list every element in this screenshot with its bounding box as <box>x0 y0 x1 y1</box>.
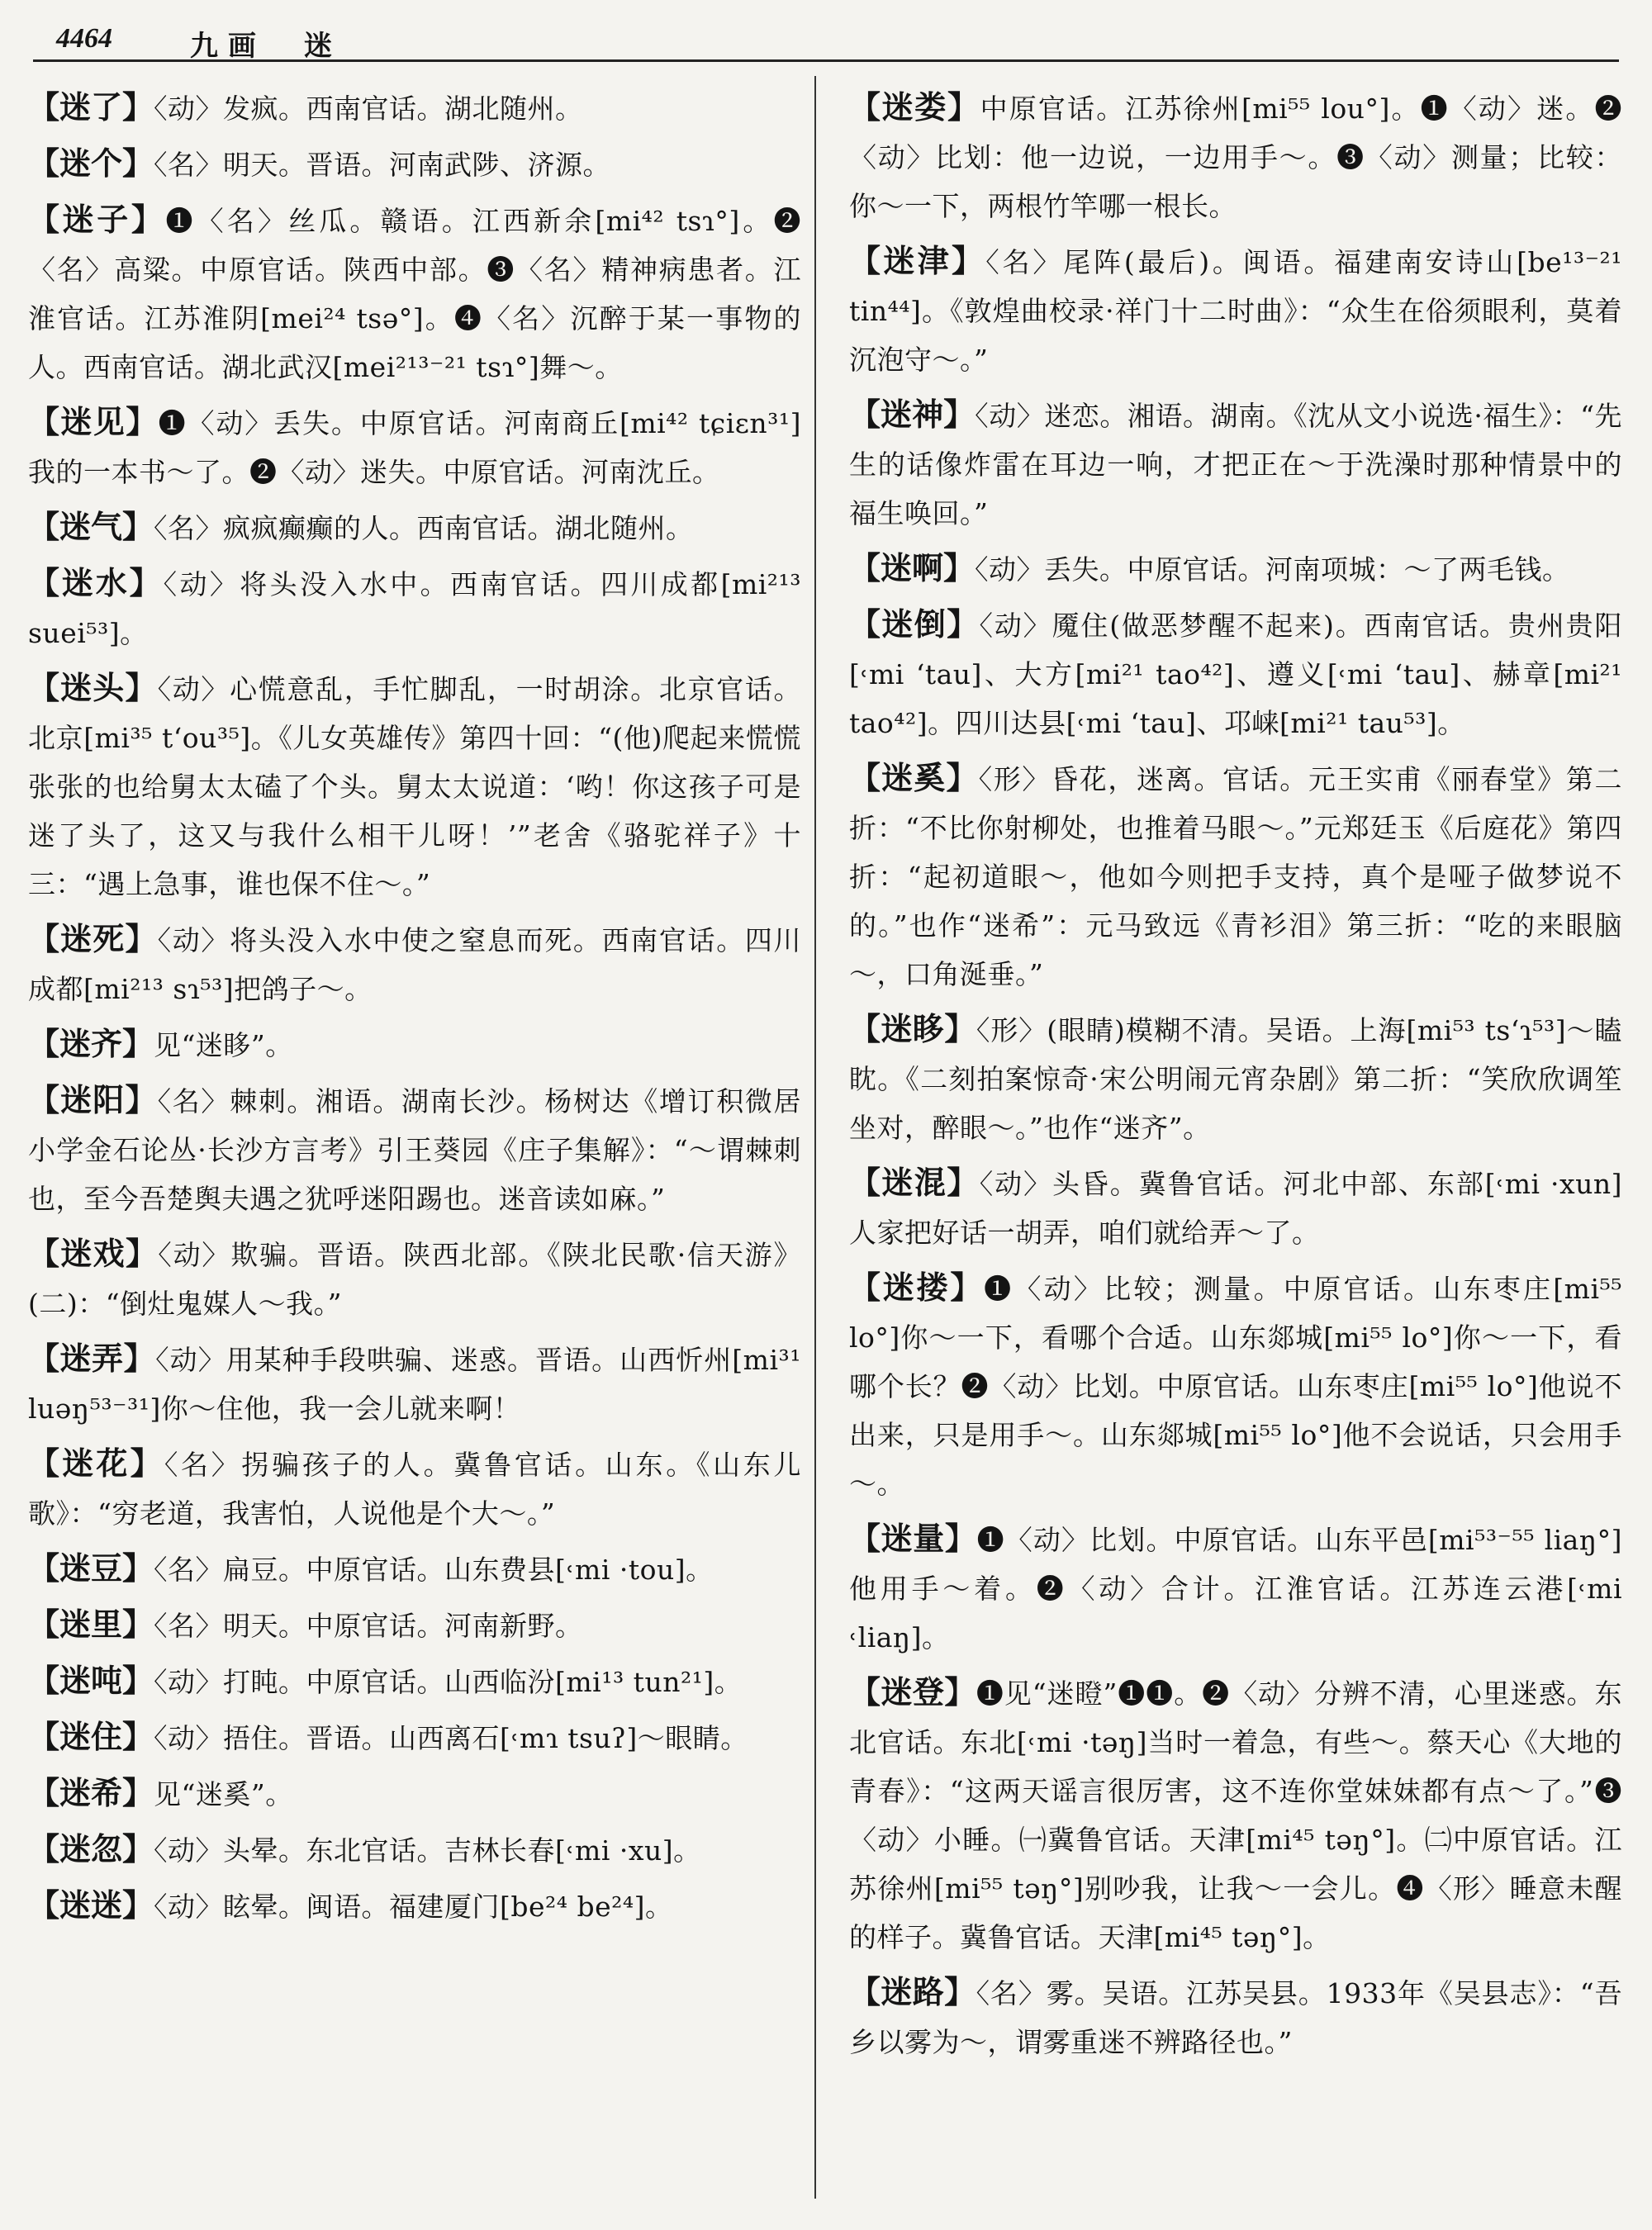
entry-headword: 【迷路】 <box>849 1973 976 2010</box>
left-column <box>28 83 801 1937</box>
right-column <box>849 83 1622 2072</box>
entry <box>28 1600 801 1650</box>
entry-headword: 【迷住】 <box>28 1718 154 1755</box>
entry-definition: 〈动〉打盹。中原官话。山西临汾[mi¹³ tun²¹]。 <box>154 1666 743 1698</box>
entry-headword: 【迷水】 <box>28 564 164 601</box>
entry <box>849 753 1622 999</box>
entry-definition: 〈动〉迷恋。湘语。湖南。《沈从文小说选·福生》：“先生的话像炸雷在耳边一响，才把正在～于洗澡时那种情景中的福生唤回。” <box>849 400 1622 529</box>
entry-definition: 〈名〉明天。中原官话。河南新野。 <box>154 1610 583 1642</box>
entry <box>28 1824 801 1875</box>
entry-definition: ❶〈动〉比较；测量。中原官话。山东枣庄[mi⁵⁵ lo°]你～一下，看哪个合适。山东郯城[mi⁵⁵ lo°]你～一下，看哪个长？❷〈动〉比划。中原官话。山东枣庄[mi⁵⁵ lo°]他说不出来，只是用手～。山东郯城[mi⁵⁵ lo°]他不会说话，只会用手～。 <box>849 1273 1622 1500</box>
entry-definition: 〈名〉疯疯癫癫的人。西南官话。湖北随州。 <box>154 512 694 544</box>
entry-definition: ❶见“迷瞪”❶❶。❷〈动〉分辨不清，心里迷惑。东北官话。东北[˓mi ·təŋ]当时一着急，有些～。蔡天心《大地的青春》：“这两天谣言很厉害，这不连你堂妹妹都有点～了。”❸〈动〉小睡。㈠冀鲁官话。天津[mi⁴⁵ təŋ°]。㈡中原官话。江苏徐州[mi⁵⁵ təŋ°]别吵我，让我～一会儿。❹〈形〉睡意未醒的样子。冀鲁官话。天津[mi⁴⁵ təŋ°]。 <box>849 1677 1622 1953</box>
entry-headword: 【迷死】 <box>28 920 158 957</box>
column-divider <box>814 76 816 2199</box>
entry-definition: 〈动〉魇住(做恶梦醒不起来)。西南官话。贵州贵阳[˓mi ʻtau]、大方[mi²¹ tao⁴²]、遵义[˓mi ʻtau]、赫章[mi²¹ tao⁴²]。四川达县[˓mi ʻtau]、邛崃[mi²¹ tau⁵³]。 <box>849 610 1622 739</box>
entry <box>28 1544 801 1594</box>
entry <box>28 195 801 391</box>
entry-headword: 【迷弄】 <box>28 1340 156 1377</box>
entry-definition: 〈动〉欺骗。晋语。陕西北部。《陕北民歌·信天游》(二)：“倒灶鬼媒人～我。” <box>28 1239 801 1320</box>
entry-definition: 〈形〉(眼睛)模糊不清。吴语。上海[mi⁵³ tsʻɿ⁵³]～瞌眈。《二刻拍案惊奇·宋公明闹元宵杂剧》第二折：“笑欣欣调笙坐对，醉眼～。”也作“迷齐”。 <box>849 1014 1622 1144</box>
entry <box>849 1004 1622 1152</box>
entry <box>28 83 801 133</box>
entry-headword: 【迷了】 <box>28 88 154 126</box>
entry <box>849 1967 1622 2066</box>
entry <box>849 236 1622 384</box>
entry <box>849 600 1622 747</box>
entry <box>849 390 1622 538</box>
entry-definition: 〈名〉雾。吴语。江苏吴县。1933年《吴县志》：“吾乡以雾为～，谓雾重迷不辨路径也。” <box>849 1977 1622 2058</box>
entry-headword: 【迷搂】 <box>849 1269 985 1306</box>
entry-definition: 〈动〉头昏。冀鲁官话。河北中部、东部[˓mi ·xun]人家把好话一胡弄，咱们就给弄～了。 <box>849 1168 1622 1249</box>
entry-headword: 【迷见】 <box>28 403 159 440</box>
entry-headword: 【迷倒】 <box>849 605 980 643</box>
entry <box>849 543 1622 594</box>
page-number: 4464 <box>56 23 112 54</box>
entry <box>849 1514 1622 1662</box>
entry-headword: 【迷迷】 <box>28 1886 154 1924</box>
entry-definition: 〈动〉眩晕。闽语。福建厦门[be²⁴ be²⁴]。 <box>154 1891 673 1923</box>
entry-headword: 【迷量】 <box>849 1520 977 1557</box>
entry <box>28 1881 801 1931</box>
entry <box>28 1229 801 1328</box>
entry-headword: 【迷津】 <box>849 242 986 279</box>
entry-definition: 〈名〉尾阵(最后)。闽语。福建南安诗山[be¹³⁻²¹ tin⁴⁴]。《敦煌曲校录·祥门十二时曲》：“众生在俗须眼利，莫着沉泡守～。” <box>849 246 1622 376</box>
entry-definition: 〈动〉将头没入水中。西南官话。四川成都[mi²¹³ suei⁵³]。 <box>28 568 801 649</box>
entry <box>28 1075 801 1223</box>
entry-headword: 【迷忽】 <box>28 1830 154 1867</box>
entry-definition: 〈形〉昏花，迷离。官话。元王实甫《丽春堂》第二折：“不比你射柳处，也推着马眼～。”元郑廷玉《后庭花》第四折：“起初道眼～，他如今则把手支持，真个是哑子做梦说不的。”也作“迷希”：元马致远《青衫泪》第三折：“吃的来眼脑～，口角涎垂。” <box>849 763 1622 990</box>
entry-headword: 【迷里】 <box>28 1606 154 1643</box>
entry-definition: 中原官话。江苏徐州[mi⁵⁵ lou°]。❶〈动〉迷。❷〈动〉比划：他一边说，一边用手～。❸〈动〉测量；比较：你～一下，两根竹竿哪一根长。 <box>849 93 1622 222</box>
entry-headword: 【迷神】 <box>849 396 976 433</box>
entry <box>849 1668 1622 1962</box>
entry-headword: 【迷混】 <box>849 1164 980 1201</box>
entry-headword: 【迷眵】 <box>849 1010 976 1047</box>
entry-definition: 〈动〉捂住。晋语。山西离石[˓mɿ tsuʔ]～眼睛。 <box>154 1722 748 1754</box>
entry <box>28 663 801 909</box>
entry <box>28 1019 801 1070</box>
entry <box>28 1334 801 1433</box>
entry <box>28 1656 801 1706</box>
entry <box>28 502 801 553</box>
entry <box>849 1263 1622 1508</box>
page-header <box>33 18 1619 62</box>
entry-definition: 〈动〉丢失。中原官话。河南项城：～了两毛钱。 <box>975 553 1570 586</box>
entry-headword: 【迷豆】 <box>28 1549 154 1587</box>
entry <box>28 558 801 657</box>
entry-headword: 【迷气】 <box>28 508 154 545</box>
entry-headword: 【迷阳】 <box>28 1081 158 1118</box>
entry-definition: 〈名〉拐骗孩子的人。冀鲁官话。山东。《山东儿歌》：“穷老道，我害怕，人说他是个大～。” <box>28 1449 801 1530</box>
entry <box>28 139 801 189</box>
entry-headword: 【迷啊】 <box>849 549 976 586</box>
entry-definition: 〈名〉明天。晋语。河南武陟、济源。 <box>154 149 611 181</box>
entry-definition: 〈动〉将头没入水中使之窒息而死。西南官话。四川成都[mi²¹³ sɿ⁵³]把鸽子～。 <box>28 924 801 1005</box>
entry-definition: 〈动〉头晕。东北官话。吉林长春[˓mi ·xu]。 <box>154 1834 701 1867</box>
entry-definition: ❶〈动〉丢失。中原官话。河南商丘[mi⁴² tɕiɛn³¹]我的一本书～了。❷〈动〉迷失。中原官话。河南沈丘。 <box>28 407 801 488</box>
entry-definition: ❶〈动〉比划。中原官话。山东平邑[mi⁵³⁻⁵⁵ liaŋ°]他用手～着。❷〈动〉合计。江淮官话。江苏连云港[˓mi ˓liaŋ]。 <box>849 1524 1622 1654</box>
entry-headword: 【迷齐】 <box>28 1025 154 1062</box>
entry <box>28 914 801 1013</box>
entry-definition: 见“迷眵”。 <box>154 1029 293 1061</box>
entry <box>28 1439 801 1538</box>
entry-definition: ❶〈名〉丝瓜。赣语。江西新余[mi⁴² tsɿ°]。❷〈名〉高粱。中原官话。陕西中部。❸〈名〉精神病患者。江淮官话。江苏淮阴[mei²⁴ tsə°]。❹〈名〉沉醉于某一事物的人。西南官话。湖北武汉[mei²¹³⁻²¹ tsɿ°]舞～。 <box>28 205 801 383</box>
entry-definition: 〈动〉发疯。西南官话。湖北随州。 <box>154 93 583 125</box>
entry-headword: 【迷娄】 <box>849 88 980 126</box>
entry-definition: 见“迷奚”。 <box>154 1778 293 1810</box>
entry <box>28 397 801 496</box>
entry-headword: 【迷希】 <box>28 1774 154 1811</box>
entry-definition: 〈动〉心慌意乱，手忙脚乱，一时胡涂。北京官话。北京[mi³⁵ tʻou³⁵]。《儿女英雄传》第四十回：“(他)爬起来慌慌张张的也给舅太太磕了个头。舅太太说道：‘哟！你这孩子可是迷了头了，这又与我什么相干儿呀！’”老舍《骆驼祥子》十三：“遇上急事，谁也保不住～。” <box>28 673 801 900</box>
entry <box>849 1158 1622 1257</box>
entry-headword: 【迷头】 <box>28 669 158 706</box>
entry-headword: 【迷戏】 <box>28 1235 159 1272</box>
entry-definition: 〈动〉用某种手段哄骗、迷惑。晋语。山西忻州[mi³¹ luəŋ⁵³⁻³¹]你～住他，我一会儿就来啊！ <box>28 1344 801 1425</box>
section-title: 九画 迷 <box>190 30 342 63</box>
entry-headword: 【迷个】 <box>28 145 154 182</box>
entry <box>28 1712 801 1763</box>
entry-headword: 【迷奚】 <box>849 759 979 796</box>
entry-headword: 【迷登】 <box>849 1673 976 1710</box>
entry-headword: 【迷吨】 <box>28 1662 154 1699</box>
entry <box>28 1768 801 1819</box>
entry-headword: 【迷子】 <box>28 201 166 238</box>
entry-definition: 〈名〉棘刺。湘语。湖南长沙。杨树达《增订积微居小学金石论丛·长沙方言考》引王葵园《庄子集解》：“～谓棘刺也，至今吾楚舆夫遇之犹呼迷阳踢也。迷音读如麻。” <box>28 1085 801 1215</box>
entry <box>849 83 1622 230</box>
entry-definition: 〈名〉扁豆。中原官话。山东费县[˓mi ·tou]。 <box>154 1554 714 1586</box>
entry-headword: 【迷花】 <box>28 1445 164 1482</box>
